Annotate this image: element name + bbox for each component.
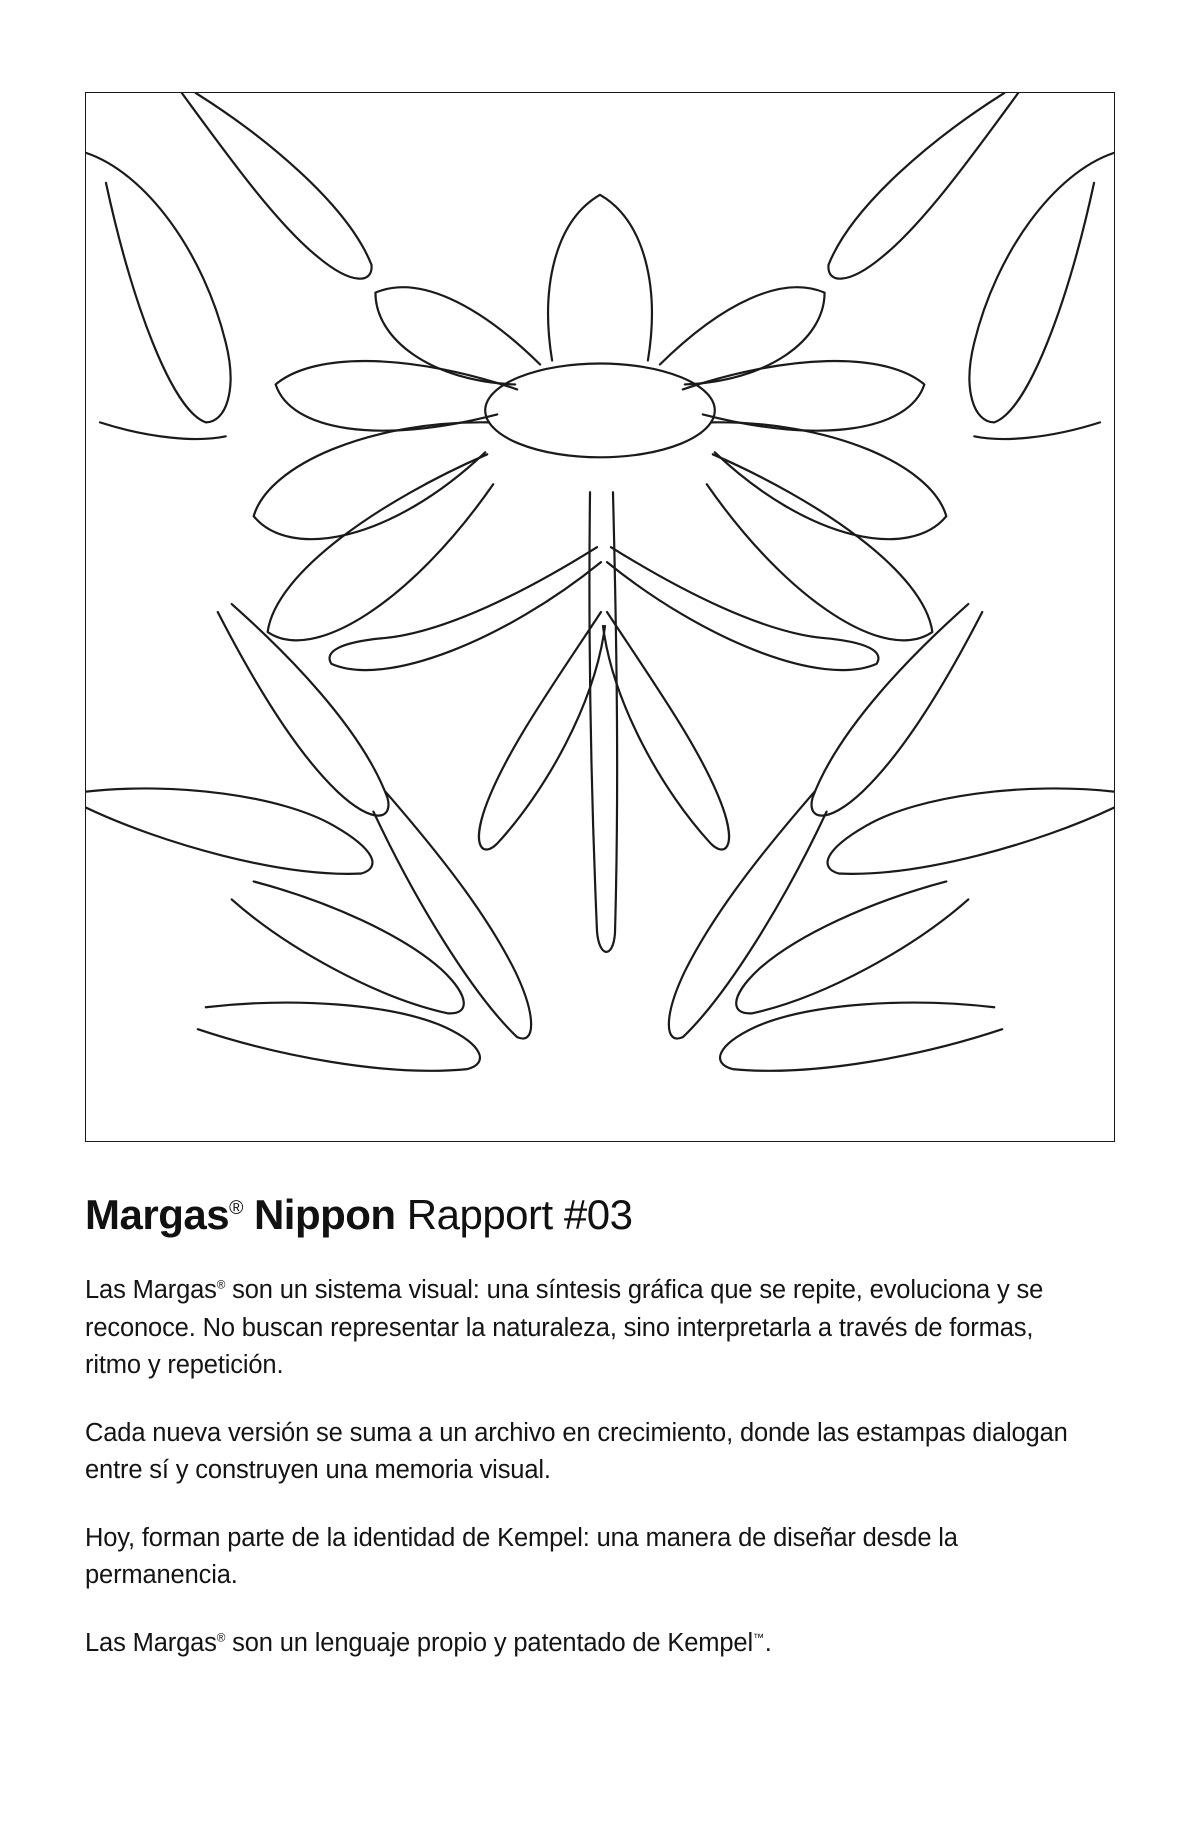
corner-arc-top-right-2 <box>828 93 1018 279</box>
petal-lower-left <box>268 454 494 640</box>
page-title <box>85 1192 1115 1238</box>
paragraph-definition <box>85 1272 1095 1384</box>
stem-leaf-right-lower <box>603 612 729 850</box>
trademark-mark-inline: ™ <box>752 1632 765 1645</box>
corner-petal-bottom-left-3 <box>232 881 464 1013</box>
flower-center-ellipse <box>485 363 715 457</box>
registered-mark-inline: ® <box>216 1631 226 1645</box>
registered-mark-title: ® <box>229 1198 243 1219</box>
corner-arc-top-right-1 <box>969 153 1114 422</box>
petal-mid-right <box>711 422 947 539</box>
title-brand: Margas <box>85 1191 230 1238</box>
title-collection: Nippon <box>253 1191 396 1238</box>
corner-arc-top-right-3 <box>974 422 1100 439</box>
petal-mid-left <box>254 422 490 539</box>
corner-arc-top-left-3 <box>100 422 226 439</box>
corner-petal-bottom-right-2 <box>828 788 1114 873</box>
corner-petal-bottom-right-4 <box>720 1003 1002 1071</box>
pattern-artwork-frame <box>85 92 1115 1142</box>
document-content <box>85 1192 1115 1662</box>
text-segment: Hoy, forman parte de la identidad de Kempel: una manera de diseñar desde la permanencia. <box>85 1523 958 1590</box>
corner-arc-top-left-2 <box>182 93 372 279</box>
stem-leaf-right-upper <box>607 547 878 670</box>
corner-stem-bottom-left <box>373 792 531 1039</box>
corner-arc-top-left-1 <box>86 153 231 422</box>
title-rapport: Rapport #03 <box>406 1191 633 1238</box>
paragraph-trademark <box>85 1625 1095 1662</box>
text-segment: Las Margas <box>85 1628 217 1657</box>
registered-mark-inline: ® <box>216 1278 226 1292</box>
margas-pattern-illustration <box>86 93 1114 1141</box>
petal-upper-left-1 <box>375 287 540 384</box>
petal-lower-right <box>707 454 933 640</box>
paragraph-identity <box>85 1520 1095 1595</box>
stem-leaf-left-lower <box>479 612 605 850</box>
flower-stem <box>589 492 617 952</box>
petal-upper-left-2 <box>276 361 518 431</box>
petal-upper-right-1 <box>660 287 825 384</box>
petal-top-center <box>548 195 652 361</box>
text-segment: Cada nueva versión se suma a un archivo en crecimiento, donde las estampas dialogan entre sí y construyen una memoria visual. <box>85 1418 1068 1485</box>
corner-petal-bottom-left-4 <box>198 1003 480 1071</box>
text-segment: Las Margas <box>85 1276 217 1305</box>
stem-leaf-left-upper <box>330 547 601 670</box>
corner-petal-bottom-right-1 <box>812 604 983 816</box>
paragraph-archive <box>85 1415 1095 1490</box>
text-segment: son un sistema visual: una síntesis gráfica que se repite, evoluciona y se reconoce. No buscan representar la naturaleza, sino interpretarla a través de formas, ritmo y repetición. <box>85 1276 1044 1380</box>
text-segment: . <box>764 1628 772 1657</box>
corner-stem-bottom-right <box>669 792 827 1039</box>
corner-petal-bottom-right-3 <box>736 881 968 1013</box>
corner-petal-bottom-left-2 <box>86 788 372 873</box>
corner-petal-bottom-left-1 <box>218 604 389 816</box>
petal-upper-right-2 <box>683 361 925 431</box>
text-segment: son un lenguaje propio y patentado de Kempel <box>225 1628 753 1657</box>
